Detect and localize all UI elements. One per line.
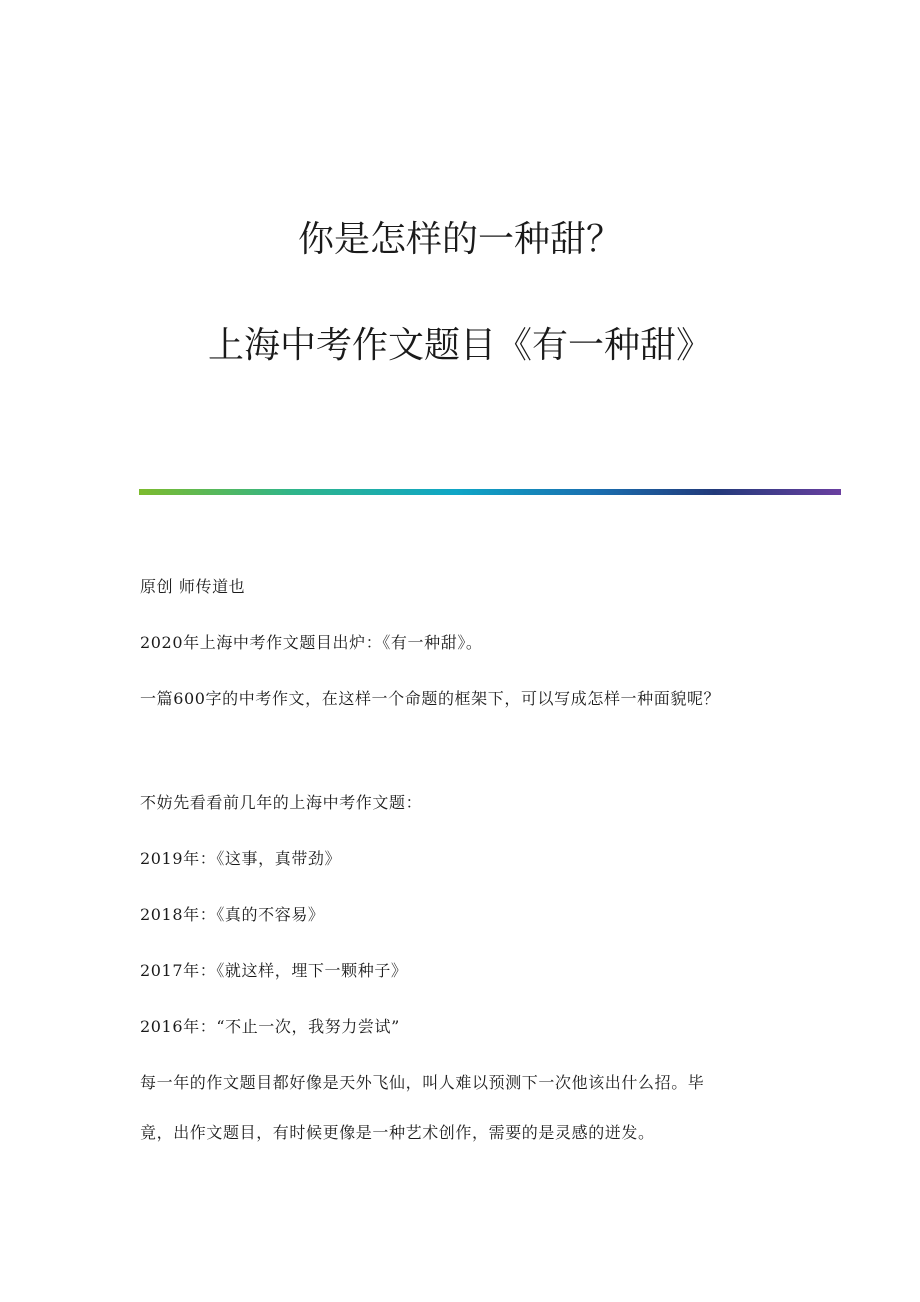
- paragraph: 2020年上海中考作文题目出炉：《有一种甜》。: [140, 633, 483, 652]
- paragraph-line: 竟，出作文题目，有时候更像是一种艺术创作，需要的是灵感的迸发。: [140, 1123, 655, 1142]
- author-line: 原创 师传道也: [140, 577, 246, 596]
- list-item: 2019年：《这事，真带劲》: [140, 849, 342, 868]
- document-title-line-1: 你是怎样的一种甜？: [297, 219, 622, 260]
- paragraph: 一篇600字的中考作文，在这样一个命题的框架下，可以写成怎样一种面貌呢？: [140, 689, 721, 708]
- list-item: 2016年：“不止一次，我努力尝试”: [140, 1017, 400, 1036]
- paragraph: 不妨先看看前几年的上海中考作文题：: [140, 793, 423, 812]
- gradient-divider: [139, 489, 841, 495]
- list-item: 2017年：《就这样，埋下一颗种子》: [140, 961, 408, 980]
- paragraph-line: 每一年的作文题目都好像是天外飞仙，叫人难以预测下一次他该出什么招。毕: [140, 1073, 705, 1092]
- document-title-line-2: 上海中考作文题目《有一种甜》: [207, 325, 712, 366]
- list-item: 2018年：《真的不容易》: [140, 905, 325, 924]
